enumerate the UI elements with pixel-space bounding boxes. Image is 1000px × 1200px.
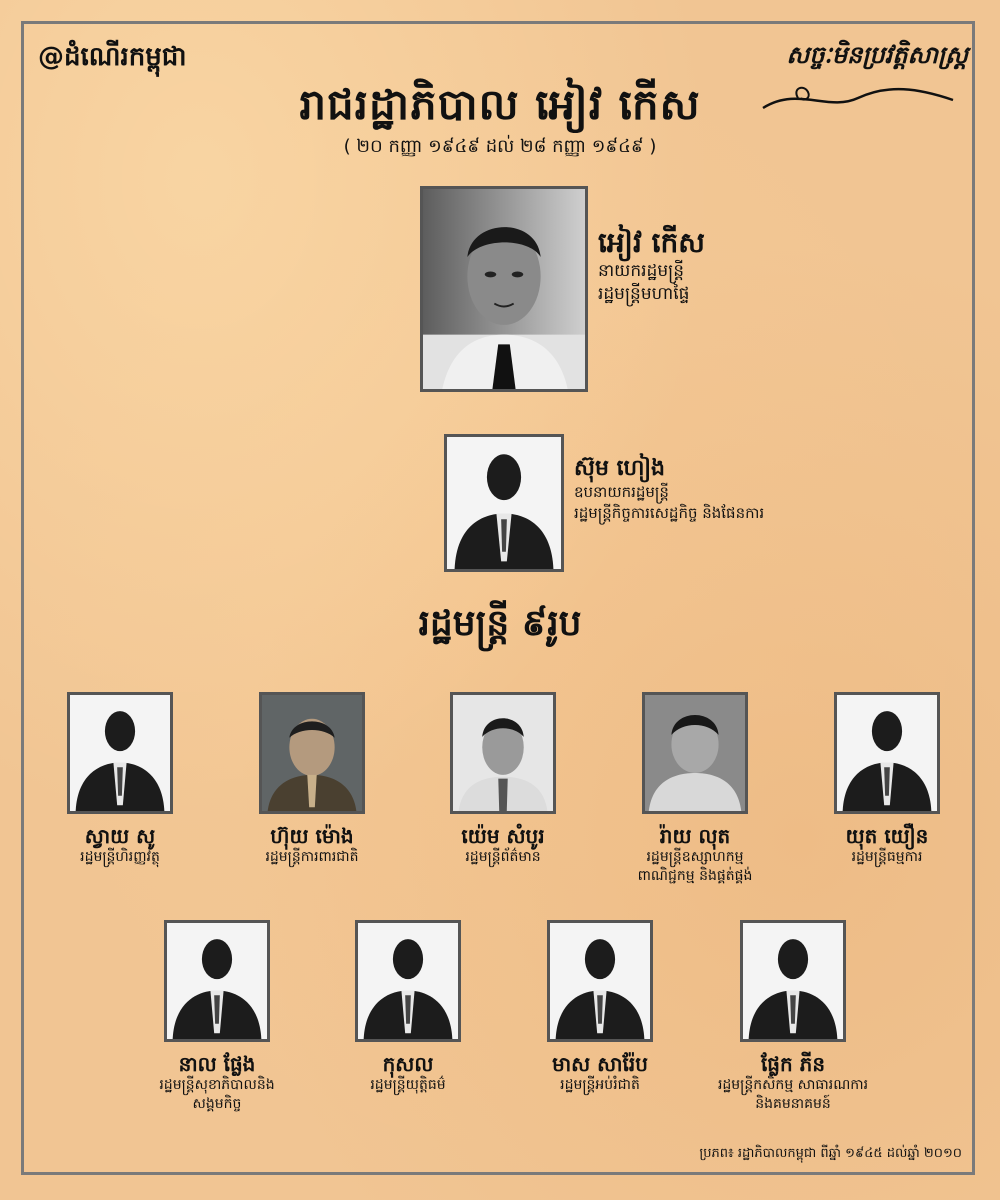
- minister-role: រដ្ឋមន្ត្រីធម្មការ: [851, 849, 923, 865]
- pm-name: អៀវ កើស: [598, 226, 705, 259]
- source-note: ប្រភព៖ រដ្ឋាភិបាលកម្ពុជា ពីឆ្នាំ ១៩៤៥ ដល់ឆ្នាំ ២០១០: [699, 1146, 962, 1161]
- portrait-photo: [259, 692, 365, 814]
- minister-card: [408, 692, 598, 867]
- minister-name: ហ៊ុយ ម៉ោង: [270, 824, 354, 848]
- silhouette-icon: [740, 920, 846, 1042]
- deputy-silhouette-icon: [444, 434, 564, 572]
- silhouette-icon: [355, 920, 461, 1042]
- minister-card: [313, 920, 503, 1095]
- silhouette-icon: [67, 692, 173, 814]
- minister-name: យុត យឿន: [845, 824, 929, 848]
- minister-role: រដ្ឋមន្ត្រីអប់រំជាតិ: [560, 1077, 640, 1093]
- minister-card: [698, 920, 888, 1114]
- ministers-heading: រដ្ឋមន្ត្រី ៩រូប: [418, 603, 582, 644]
- minister-card: [505, 920, 695, 1095]
- brand-left: @ដំណើរកម្ពុជា: [38, 42, 187, 72]
- page-title: រាជរដ្ឋាភិបាល អៀវ កើស: [299, 80, 701, 129]
- minister-role: រដ្ឋមន្ត្រីហិរញ្ញវត្ថុ: [80, 849, 160, 865]
- minister-role: រដ្ឋមន្ត្រីយុត្តិធម៌: [370, 1077, 446, 1093]
- minister-role: រដ្ឋមន្ត្រីឧស្សាហកម្ម: [646, 849, 744, 865]
- portrait-photo: [642, 692, 748, 814]
- brand-right-text: សច្ចៈមិនប្រវត្តិសាស្ត្រ: [786, 41, 968, 69]
- silhouette-icon: [164, 920, 270, 1042]
- minister-role: រដ្ឋមន្ត្រីព័ត៌មាន: [465, 849, 541, 865]
- minister-role-line2: សង្គមកិច្ច: [192, 1095, 242, 1112]
- minister-name: ផ្លែក ភីន: [760, 1052, 826, 1076]
- minister-name: រ៉ាយ លុត: [659, 824, 731, 848]
- minister-role-line2: និងគមនាគមន៍: [755, 1095, 831, 1112]
- minister-role: រដ្ឋមន្ត្រីកសិកម្ម សាធារណការ: [717, 1077, 869, 1093]
- minister-card: [600, 692, 790, 886]
- minister-name: កុសល: [382, 1052, 434, 1076]
- minister-name: មាស សារ៉ែប: [552, 1052, 648, 1076]
- date-range: ( ២០ កញ្ញា ១៩៤៩ ដល់ ២៨ កញ្ញា ១៩៤៩ ): [343, 136, 657, 157]
- minister-card: [217, 692, 407, 867]
- pm-role-1: នាយករដ្ឋមន្ត្រី: [598, 260, 684, 281]
- deputy-name: ស៊ុម ហៀង: [574, 456, 666, 481]
- minister-name: ស្វាយ សូ: [84, 824, 156, 848]
- portrait-photo: [450, 692, 556, 814]
- pm-portrait-photo: [420, 186, 588, 392]
- deputy-info: [574, 456, 764, 523]
- minister-name: យ៉េម សំបូរ: [461, 824, 545, 848]
- silhouette-icon: [547, 920, 653, 1042]
- minister-name: នាល ផ្លែង: [178, 1052, 256, 1076]
- minister-role-line2: ពាណិជ្ជកម្ម និងផ្គត់ផ្គង់: [637, 867, 753, 884]
- minister-role: រដ្ឋមន្ត្រីសុខាភិបាលនិង: [159, 1077, 275, 1093]
- pm-info: [598, 226, 705, 307]
- deputy-role-1: ឧបនាយករដ្ឋមន្ត្រី: [574, 483, 669, 502]
- silhouette-icon: [834, 692, 940, 814]
- minister-card: [25, 692, 215, 867]
- minister-card: [792, 692, 982, 867]
- minister-card: [122, 920, 312, 1114]
- minister-role: រដ្ឋមន្ត្រីការពារជាតិ: [265, 849, 359, 865]
- pm-role-2: រដ្ឋមន្ត្រីមហាផ្ទៃ: [598, 284, 690, 305]
- deputy-role-2: រដ្ឋមន្ត្រីកិច្ចការសេដ្ឋកិច្ច និងផែនការ: [574, 503, 765, 522]
